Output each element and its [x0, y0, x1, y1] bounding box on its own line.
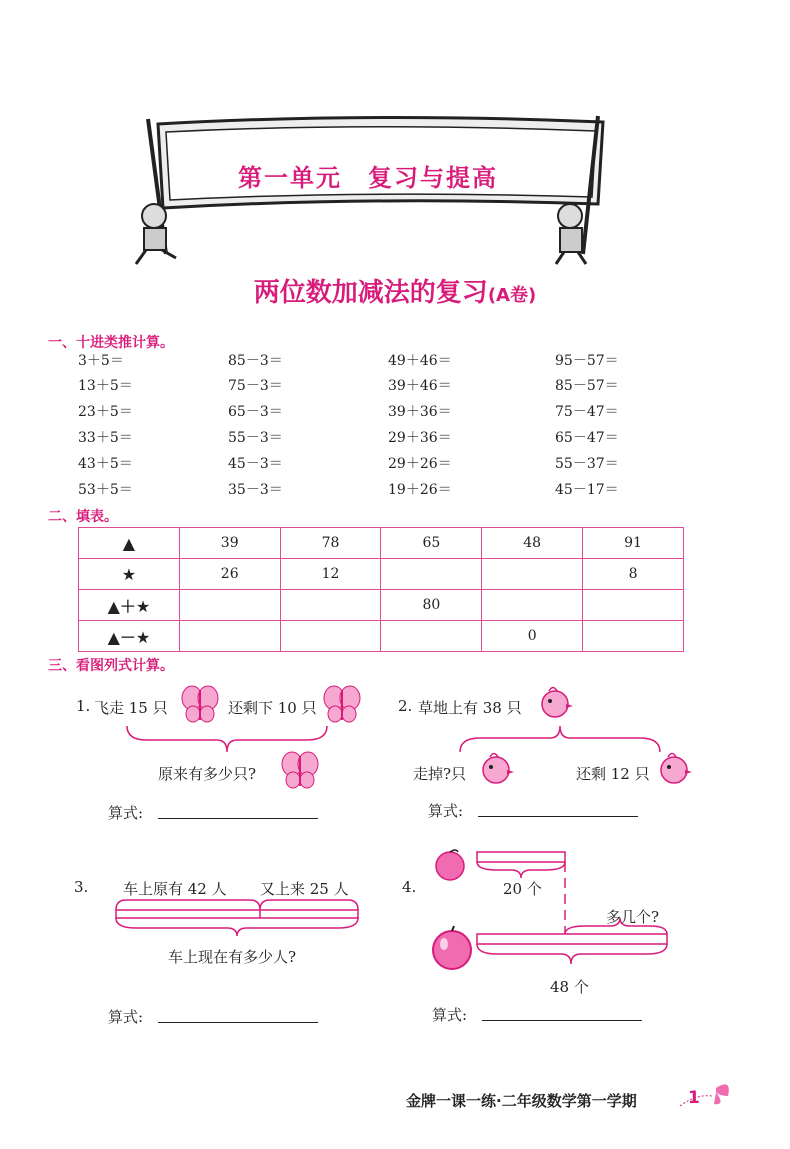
apple-icon	[428, 924, 476, 972]
p3-number: 3.	[74, 878, 89, 896]
calc-item: 13＋5＝	[78, 378, 133, 394]
table-cell: 26	[179, 559, 280, 590]
table-cell: 80	[381, 590, 482, 621]
p4-answer-line[interactable]	[482, 1020, 642, 1021]
p4-formula-label: 算式:	[432, 1006, 468, 1024]
p2-answer-line[interactable]	[478, 816, 638, 817]
table-cell: 91	[583, 528, 684, 559]
table-cell[interactable]	[381, 621, 482, 652]
chick-icon	[654, 750, 694, 788]
calc-item: 3＋5＝	[78, 353, 124, 369]
row-header: ▲＋★	[79, 590, 180, 621]
calc-item: 39＋46＝	[388, 378, 452, 394]
table-row	[79, 621, 684, 652]
unit-banner	[118, 104, 618, 274]
row-header: ★	[79, 559, 180, 590]
chick-icon	[476, 750, 516, 788]
fill-table	[78, 527, 684, 652]
p1-label-left: 还剩下 10 只	[228, 699, 317, 717]
p2-label-left: 还剩 12 只	[576, 765, 650, 783]
p2-formula-label: 算式:	[428, 802, 464, 820]
page-number: 1	[688, 1088, 700, 1108]
table-cell[interactable]	[280, 621, 381, 652]
table-cell: 39	[179, 528, 280, 559]
table-cell[interactable]	[583, 621, 684, 652]
p1-question: 原来有多少只?	[158, 765, 257, 783]
table-cell: 65	[381, 528, 482, 559]
p4-label-big: 48 个	[550, 978, 589, 996]
p1-number: 1.	[76, 697, 91, 715]
calc-item: 19＋26＝	[388, 482, 452, 498]
table-cell: 48	[482, 528, 583, 559]
p2-number: 2.	[398, 697, 413, 715]
page-subtitle	[0, 272, 790, 309]
calc-item: 23＋5＝	[78, 404, 133, 420]
table-cell: 78	[280, 528, 381, 559]
calc-item: 85－3＝	[228, 353, 283, 369]
table-cell[interactable]	[280, 590, 381, 621]
p3-label-added: 又上来 25 人	[260, 880, 349, 898]
calc-item: 95－57＝	[555, 353, 619, 369]
p3-question: 车上现在有多少人?	[168, 948, 297, 966]
calc-item: 55－37＝	[555, 456, 619, 472]
calc-item: 39＋36＝	[388, 404, 452, 420]
calc-item: 49＋46＝	[388, 353, 452, 369]
p1-formula-label: 算式:	[108, 804, 144, 822]
p3-formula-label: 算式:	[108, 1008, 144, 1026]
p3-answer-line[interactable]	[158, 1022, 318, 1023]
butterfly-icon	[280, 750, 320, 790]
table-cell[interactable]	[482, 559, 583, 590]
calc-item: 75－3＝	[228, 378, 283, 394]
row-header: ▲－★	[79, 621, 180, 652]
table-row	[79, 528, 684, 559]
section1-heading: 一、十进类推计算。	[48, 335, 174, 351]
calc-item: 35－3＝	[228, 482, 283, 498]
footer-text: 金牌一课一练·二年级数学第一学期	[406, 1092, 637, 1110]
table-row	[79, 590, 684, 621]
table-cell[interactable]	[583, 590, 684, 621]
banner-title: 第一单元 复习与提高	[238, 164, 498, 192]
p4-label-more: 多几个?	[606, 908, 660, 926]
calc-item: 65－3＝	[228, 404, 283, 420]
chick-icon	[535, 684, 575, 722]
table-cell[interactable]	[179, 590, 280, 621]
table-row	[79, 559, 684, 590]
p4-number: 4.	[402, 878, 417, 896]
subtitle-main: 两位数加减法的复习	[253, 278, 488, 308]
table-cell[interactable]	[482, 590, 583, 621]
calc-item: 29＋26＝	[388, 456, 452, 472]
p2-label-away: 走掉?只	[413, 765, 467, 783]
section3-heading: 三、看图列式计算。	[48, 658, 174, 674]
calc-item: 29＋36＝	[388, 430, 452, 446]
calc-item: 65－47＝	[555, 430, 619, 446]
table-cell: 8	[583, 559, 684, 590]
calc-item: 55－3＝	[228, 430, 283, 446]
table-cell: 0	[482, 621, 583, 652]
table-cell[interactable]	[179, 621, 280, 652]
p3-label-original: 车上原有 42 人	[123, 880, 227, 898]
calc-item: 33＋5＝	[78, 430, 133, 446]
table-cell: 12	[280, 559, 381, 590]
calc-item: 43＋5＝	[78, 456, 133, 472]
row-header: ▲	[79, 528, 180, 559]
calc-item: 85－57＝	[555, 378, 619, 394]
p4-label-small: 20 个	[503, 880, 542, 898]
subtitle-tag: (A卷)	[487, 285, 537, 306]
butterfly-icon	[322, 684, 362, 724]
table-cell[interactable]	[381, 559, 482, 590]
section2-heading: 二、填表。	[48, 509, 118, 525]
p1-label-flew: 飞走 15 只	[94, 699, 168, 717]
p1-answer-line[interactable]	[158, 818, 318, 819]
p3-bar-diagram	[110, 896, 366, 936]
calc-item: 75－47＝	[555, 404, 619, 420]
butterfly-icon	[180, 684, 220, 724]
orange-icon	[432, 846, 468, 882]
calc-item: 45－17＝	[555, 482, 619, 498]
p2-label-total: 草地上有 38 只	[418, 699, 522, 717]
calc-item: 53＋5＝	[78, 482, 133, 498]
calc-item: 45－3＝	[228, 456, 283, 472]
butterfly-ornament-icon	[676, 1076, 736, 1116]
